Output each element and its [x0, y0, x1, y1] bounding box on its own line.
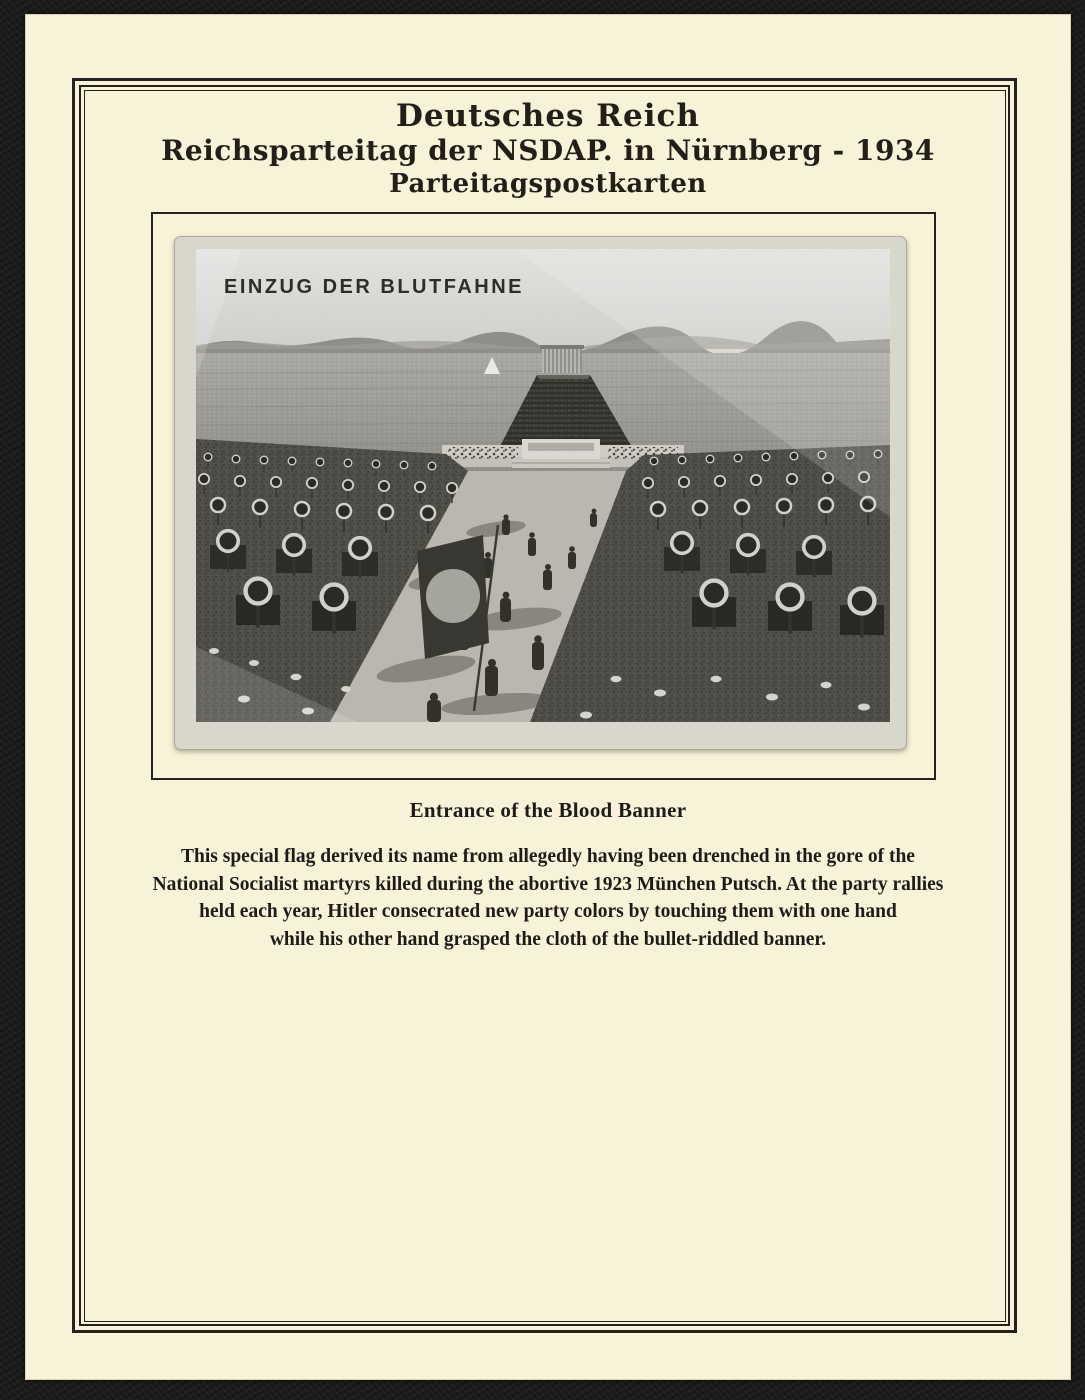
- body-line-4: while his other hand grasped the cloth of the bullet-riddled banner.: [269, 928, 827, 950]
- page-header: [25, 98, 1071, 200]
- body-line-3: held each year, Hitler consecrated new party colors by touching them with one hand: [199, 901, 897, 922]
- photo-overlay-caption: EINZUG DER BLUTFAHNE: [224, 276, 524, 298]
- header-title-line-1: Deutsches Reich: [396, 98, 700, 134]
- album-page: [25, 14, 1071, 1380]
- rally-photograph: [196, 249, 890, 722]
- body-line-2: National Socialist martyrs killed during the abortive 1923 München Putsch. At the party rallies: [152, 873, 944, 895]
- caption-title: Entrance of the Blood Banner: [409, 798, 687, 822]
- header-title-line-2: Reichsparteitag der NSDAP. in Nürnberg - 1934: [161, 134, 935, 167]
- header-title-line-3: Parteitagspostkarten: [389, 169, 707, 199]
- body-line-1: This special flag derived its name from allegedly having been drenched in the gore of the: [181, 846, 915, 867]
- postcard-photo: [174, 236, 907, 750]
- body-paragraph: [88, 843, 1008, 953]
- photo-frame: [151, 212, 936, 780]
